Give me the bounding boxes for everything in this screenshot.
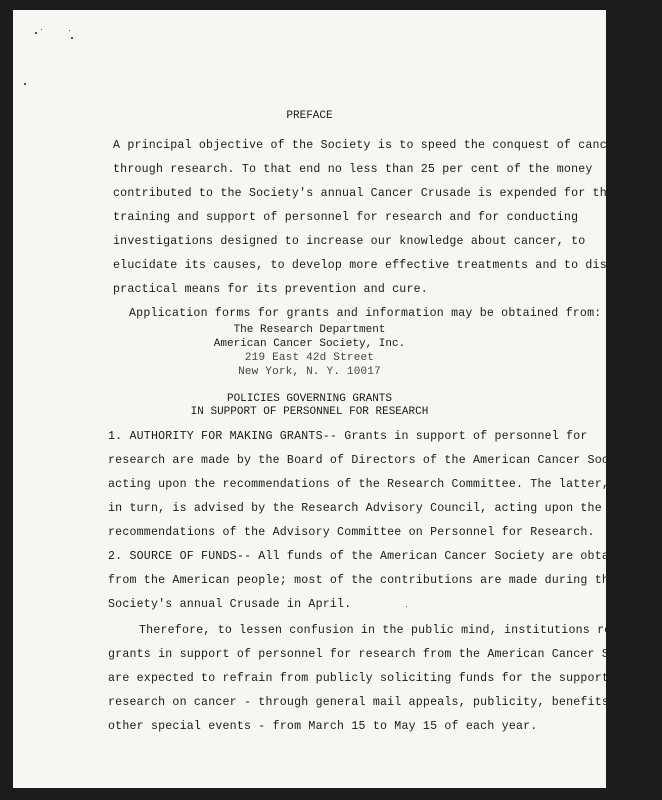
paper-speck [41,29,42,30]
paper-speck [69,30,70,31]
section2-line: from the American people; most of the contributions are made during the [108,574,617,587]
section1-line: acting upon the recommendations of the Research Committee. The latter, [108,478,610,491]
paper-speck [35,32,37,34]
policies-heading: POLICIES GOVERNING GRANTS [226,393,393,405]
section1-line: in turn, is advised by the Research Advisory Council, acting upon the [108,502,602,515]
paper-speck [24,83,26,85]
address-organization: American Cancer Society, Inc. [213,338,406,350]
document-page [13,10,662,788]
address-city: New York, N. Y. 10017 [238,366,381,378]
paragraph3-line: are expected to refrain from publicly soliciting funds for the support of [108,672,631,685]
preface-line: practical means for its prevention and cure. [113,283,428,296]
preface-title: PREFACE [286,110,333,122]
paragraph3-line: grants in support of personnel for research from the American Cancer Society [108,648,652,661]
section2-line: 2. SOURCE OF FUNDS-- All funds of the American Cancer Society are obtained [108,550,638,563]
paragraph3-line: Therefore, to lessen confusion in the public mind, institutions receiving [139,624,662,637]
preface-line: contributed to the Society's annual Cancer Crusade is expended for the [113,187,615,200]
section1-line: 1. AUTHORITY FOR MAKING GRANTS-- Grants in support of personnel for [108,430,588,443]
section1-line: research are made by the Board of Directors of the American Cancer Society, [108,454,645,467]
address-department: The Research Department [233,324,386,336]
policies-subheading: IN SUPPORT OF PERSONNEL FOR RESEARCH [190,406,429,418]
paragraph3-line: other special events - from March 15 to May 15 of each year. [108,720,538,733]
preface-line: elucidate its causes, to develop more effective treatments and to discover [113,259,643,272]
preface-line: investigations designed to increase our knowledge about cancer, to [113,235,586,248]
paper-speck [406,606,407,607]
application-forms-line: Application forms for grants and information may be obtained from: [129,307,602,320]
preface-line: training and support of personnel for research and for conducting [113,211,579,224]
section2-line: Society's annual Crusade in April. [108,598,352,611]
preface-line: A principal objective of the Society is to speed the conquest of cancer [113,139,622,152]
section1-line: recommendations of the Advisory Committee on Personnel for Research. [108,526,595,539]
preface-line: through research. To that end no less than 25 per cent of the money [113,163,593,176]
paragraph3-line: research on cancer - through general mail appeals, publicity, benefits or [108,696,631,709]
paper-speck [71,37,73,39]
address-street: 219 East 42d Street [244,352,375,364]
